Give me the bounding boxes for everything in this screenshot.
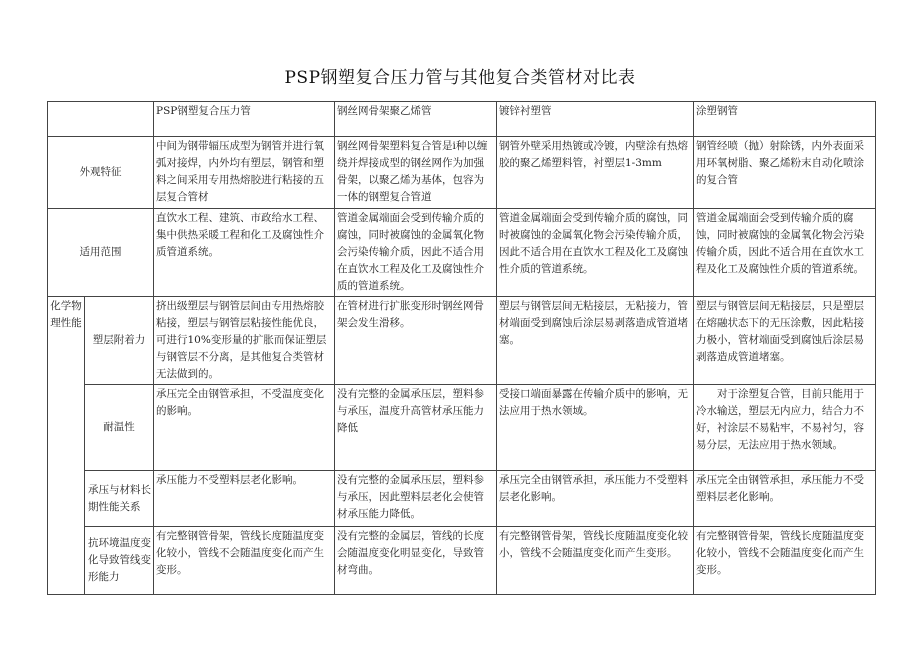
cell-adhesion-coated: 塑层与钢管层间无粘接层，只是塑层在熔融状态下的无压涂敷，因此粘接力极小，管材端面受到腐蚀后涂层易剥落造成管道堵塞。	[694, 297, 876, 385]
row-label-temp-change: 抗环境温度变化导致管线变形能力	[85, 527, 154, 595]
cell-heat-psp: 承压完全由钢管承担，不受温度变化的影响。	[154, 385, 335, 471]
table-row	[48, 471, 876, 527]
row-label-performance: 化学物理性能	[48, 297, 85, 595]
cell-aging-steelmesh: 没有完整的金属承压层，塑料参与承压，因此塑料层老化会使管材承压能力降低。	[335, 471, 497, 527]
cell-appearance-psp: 中间为钢带辐压成型为钢管并进行氧弧对接焊，内外均有塑层，钢管和塑料之间采用专用热熔胶进行粘接的五层复合管材	[154, 137, 335, 209]
cell-temp-change-coated: 有完整钢管骨架，管线长度随温度变化较小，管线不会随温度变化而产生变形。	[694, 527, 876, 595]
table-row	[48, 137, 876, 209]
cell-scope-psp: 直饮水工程、建筑、市政给水工程、集中供热采暖工程和化工及腐蚀性介质管道系统。	[154, 209, 335, 297]
cell-temp-change-galv: 有完整钢管骨架，管线长度随温度变化较小，管线不会随温度变化而产生变形。	[497, 527, 694, 595]
column-header-coated: 涂塑钢管	[694, 102, 876, 137]
column-header-galv: 镀锌衬塑管	[497, 102, 694, 137]
cell-scope-steelmesh: 管道金属端面会受到传输介质的腐蚀，同时被腐蚀的金属氧化物会污染传输介质，因此不适合用在直饮水工程及化工及腐蚀性介质的管道系统。	[335, 209, 497, 297]
row-label-appearance: 外观特征	[48, 137, 154, 209]
column-header-psp: PSP钢塑复合压力管	[154, 102, 335, 137]
cell-heat-steelmesh: 没有完整的金属承压层，塑料参与承压，温度升高管材承压能力降低	[335, 385, 497, 471]
table-row	[48, 527, 876, 595]
cell-heat-coated: 对于涂塑复合管，目前只能用于冷水输送，塑层无内应力，结合力不好，衬涂层不易粘牢，不易衬匀，容易分层，无法应用于热水领域。	[694, 385, 876, 471]
cell-appearance-steelmesh: 钢丝网骨架塑料复合管是i种以缠绕并焊接成型的钢丝网作为加强骨架，以聚乙烯为基体，包容为一体的钢塑复合管道	[335, 137, 497, 209]
cell-temp-change-steelmesh: 没有完整的金属层，管线的长度会随温度变化明显变化，导致管材弯曲。	[335, 527, 497, 595]
table-row	[48, 385, 876, 471]
header-empty-cell	[48, 102, 154, 137]
cell-aging-galv: 承压完全由钢管承担，承压能力不受塑料层老化影响。	[497, 471, 694, 527]
cell-appearance-coated: 钢管经喷（抛）射除锈，内外表面采用环氧树脂、聚乙烯粉末自动化喷涂的复合管	[694, 137, 876, 209]
table-row	[48, 297, 876, 385]
row-label-adhesion: 塑层附着力	[85, 297, 154, 385]
column-header-steelmesh: 钢丝网骨架聚乙烯管	[335, 102, 497, 137]
cell-aging-psp: 承压能力不受塑料层老化影响。	[154, 471, 335, 527]
cell-adhesion-steelmesh: 在管材进行扩胀变形时钢丝网骨架会发生滑移。	[335, 297, 497, 385]
table-row	[48, 209, 876, 297]
row-label-scope: 适用范围	[48, 209, 154, 297]
cell-adhesion-psp: 挤出级塑层与钢管层间由专用热熔胶粘接，塑层与钢管层粘接性能优良，可进行10%变形量的扩胀而保证塑层与钢管层不分离，是其他复合类管材无法做到的。	[154, 297, 335, 385]
cell-scope-galv: 管道金属端面会受到传输介质的腐蚀，同时被腐蚀的金属氧化物会污染传输介质，因此不适合用在直饮水工程及化工及腐蚀性介质的管道系统。	[497, 209, 694, 297]
cell-aging-coated: 承压完全由钢管承担，承压能力不受塑料层老化影响。	[694, 471, 876, 527]
header-row	[48, 102, 876, 137]
cell-heat-galv: 受接口端面暴露在传输介质中的影响，无法应用于热水领域。	[497, 385, 694, 471]
cell-temp-change-psp: 有完整钢管骨架，管线长度随温度变化较小，管线不会随温度变化而产生变形。	[154, 527, 335, 595]
cell-scope-coated: 管道金属端面会受到传输介质的腐蚀，同时被腐蚀的金属氧化物会污染传输介质，因此不适合用在直饮水工程及化工及腐蚀性介质的管道系统。	[694, 209, 876, 297]
page-title: PSP钢塑复合压力管与其他复合类管材对比表	[284, 68, 636, 88]
cell-appearance-galv: 钢管外壁采用热镀或冷镀，内壁涂有热熔胶的聚乙烯塑料管，衬塑层1-3mm	[497, 137, 694, 209]
row-label-heat: 耐温性	[85, 385, 154, 471]
row-label-aging: 承压与材料长期性能关系	[85, 471, 154, 527]
comparison-table	[47, 101, 876, 595]
cell-adhesion-galv: 塑层与钢管层间无粘接层，无粘接力，管材端面受到腐蚀后涂层易剥落造成管道堵塞。	[497, 297, 694, 385]
